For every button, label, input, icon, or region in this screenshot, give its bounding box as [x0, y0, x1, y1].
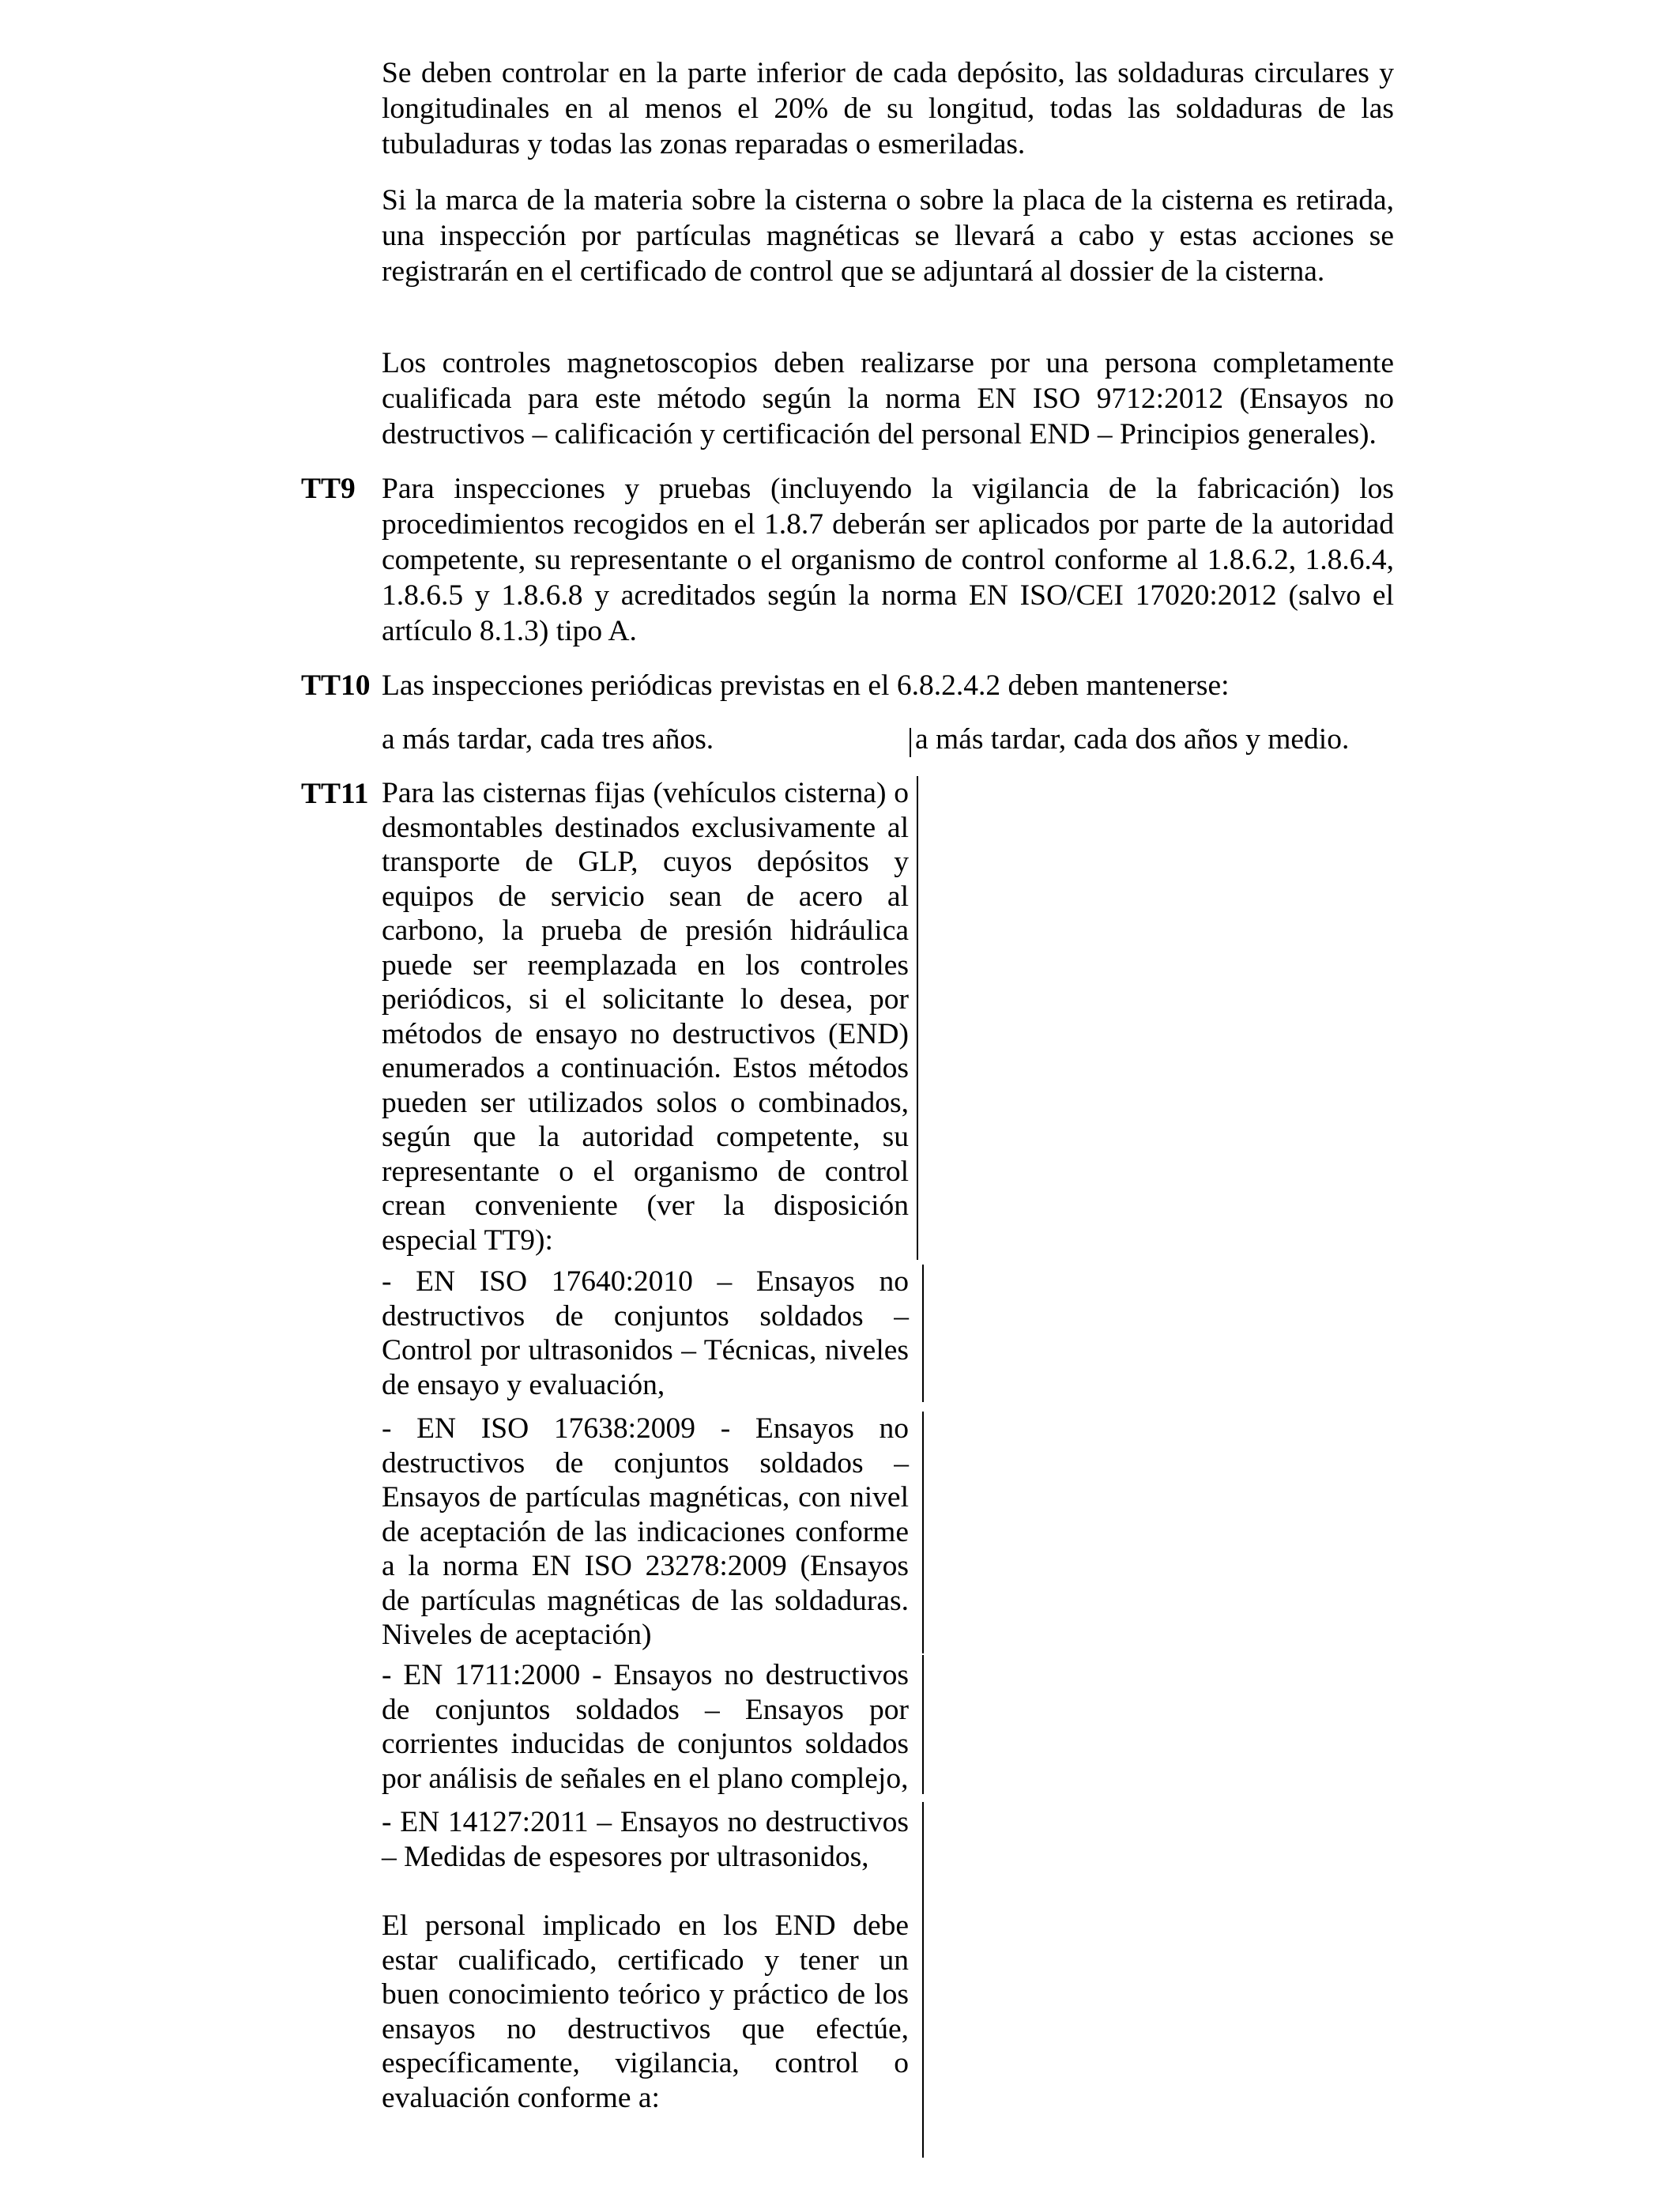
tt11-code: TT11 — [301, 778, 369, 810]
column-separator — [917, 776, 918, 1260]
tt9-code: TT9 — [301, 473, 356, 505]
tt10-text: Las inspecciones periódicas previstas en el 6.8.2.4.2 deben mantenerse: — [382, 669, 1230, 702]
column-separator — [922, 1655, 924, 1794]
tt11-standard-17640: - EN ISO 17640:2010 – Ensayos no destructivos de conjuntos soldados – Control por ultrasonidos – Técnicas, niveles de ensayo y evaluación, — [382, 1265, 909, 1401]
intro-paragraph-2: Si la marca de la materia sobre la cisterna o sobre la placa de la cisterna es retirada, una inspección por partículas magnéticas se llevará a cabo y estas acciones se registrarán en el certificado de control que se adjuntará al dossier de la cisterna. — [382, 184, 1394, 288]
tt10-right-option: a más tardar, cada dos años y medio. — [915, 723, 1350, 756]
tt11-personnel-paragraph: El personal implicado en los END debe estar cualificado, certificado y tener un buen conocimiento teórico y práctico de los ensayos no destructivos que efectúe, específicamente, vigilancia, control o evaluación conforme a: — [382, 1909, 909, 2114]
column-separator — [922, 1265, 924, 1402]
column-separator — [910, 728, 911, 757]
tt11-standard-1711: - EN 1711:2000 - Ensayos no destructivos de conjuntos soldados – Ensayos por corrientes inducidas de conjuntos soldados por análisis de señales en el plano complejo, — [382, 1659, 909, 1795]
tt11-standard-14127: - EN 14127:2011 – Ensayos no destructivos – Medidas de espesores por ultrasonidos, — [382, 1806, 909, 1873]
column-separator — [922, 1802, 924, 2158]
tt10-left-option: a más tardar, cada tres años. — [382, 723, 714, 756]
intro-paragraph-1: Se deben controlar en la parte inferior de cada depósito, las soldaduras circulares y longitudinales en al menos el 20% de su longitud, todas las soldaduras de las tubuladuras y todas las zonas reparadas o esmeriladas. — [382, 57, 1394, 160]
tt11-intro: Para las cisternas fijas (vehículos cisterna) o desmontables destinados exclusivamente al transporte de GLP, cuyos depósitos y equipos de servicio sean de acero al carbono, la prueba de presión hidráulica puede ser reemplazada en los controles periódicos, si el solicitante lo desea, por métodos de ensayo no destructivos (END) enumerados a continuación. Estos métodos pueden ser utilizados solos o combinados, según que la autoridad competente, su representante o el organismo de control crean conveniente (ver la disposición especial TT9): — [382, 777, 909, 1257]
tt10-code: TT10 — [301, 669, 371, 702]
intro-paragraph-3: Los controles magnetoscopios deben realizarse por una persona completamente cualificada para este método según la norma EN ISO 9712:2012 (Ensayos no destructivos – calificación y certificación del personal END – Principios generales). — [382, 347, 1394, 450]
column-separator — [922, 1412, 924, 1653]
tt11-standard-17638: - EN ISO 17638:2009 - Ensayos no destructivos de conjuntos soldados – Ensayos de partículas magnéticas, con nivel de aceptación de las indicaciones conforme a la norma EN ISO 23278:2009 (Ensayos de partículas magnéticas de las soldaduras. Niveles de aceptación) — [382, 1412, 909, 1651]
tt9-text: Para inspecciones y pruebas (incluyendo la vigilancia de la fabricación) los procedimientos recogidos en el 1.8.7 deberán ser aplicados por parte de la autoridad competente, su representante o el organismo de control conforme al 1.8.6.2, 1.8.6.4, 1.8.6.5 y 1.8.6.8 y acreditados según la norma EN ISO/CEI 17020:2012 (salvo el artículo 8.1.3) tipo A. — [382, 473, 1394, 647]
